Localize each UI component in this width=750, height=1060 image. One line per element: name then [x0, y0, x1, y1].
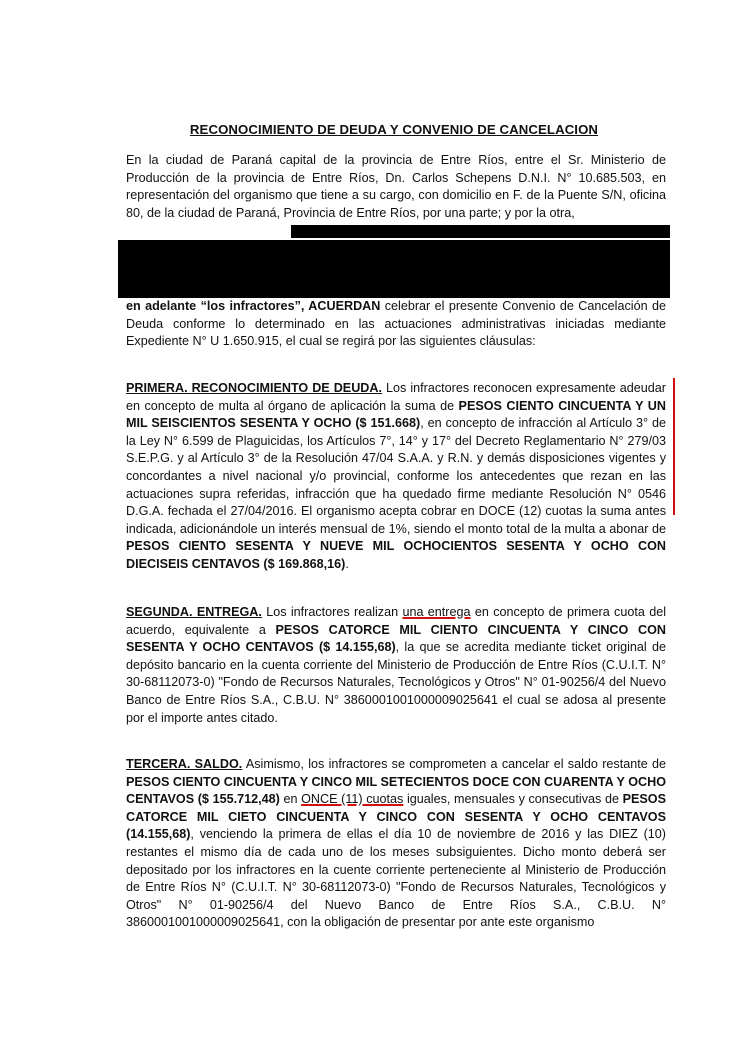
clause-text: en concepto de primera cuota del acuerdo, equivalente a — [126, 605, 666, 637]
clause-text: , en concepto de infracción al Artículo 3° de la Ley N° 6.599 de Plaguicidas, los Artículos 7°, 14° y 17° del Decreto Reglamentario N° 279/03 S.E.P.G. y al Artículo 3° de la Resolución 47/04 S.A.A. y R.N. y demás disposiciones vigentes y concordantes a nivel nacional y/o provincial, conforme los antecedentes que rezan en las actuaciones supra referidas, infracción que ha quedado firme mediante Resolución N° 0546 D.G.A. fechada el 27/04/2016. El organismo acepta cobrar en DOCE (12) cuotas la suma antes indicada, adicionándole un interés mensual de 1%, siendo el monto total de la multa a abonar de — [126, 416, 666, 536]
clause-text: , venciendo la primera de ellas el día 10 de noviembre de 2016 y las DIEZ (10) restantes el mismo día de cada uno de los meses subsiguientes. Dicho monto deberá ser depositado por los infractores en la cuente corriente perteneciente al Ministerio de Producción de Entre Ríos N° (C.U.I.T. N° 30-68112073-0) "Fondo de Recursos Naturales, Tecnológicos y Otros" N° 01-90256/4 del Nuevo Banco de Entre Ríos S.A., C.B.U. N° 3860001001000009025641, con la obligación de presentar por ante este organismo — [126, 827, 666, 930]
clause-text: . — [345, 556, 349, 571]
clause-segunda — [126, 604, 666, 727]
red-underlined-text: una entrega — [402, 605, 471, 619]
intro-text: En la ciudad de Paraná capital de la provincia de Entre Ríos, entre el Sr. Ministerio de Producción de la provincia de Entre Ríos, Dn. Carlos Schepens D.N.I. N° 10.685.503, en representación del organismo que tiene a su cargo, con domicilio en F. de la Puente S/N, oficina 80, de la ciudad de Paraná, Provincia de Entre Ríos, por una parte; y por la otra, — [126, 153, 666, 220]
red-underlined-text: ONCE (11) cuotas — [301, 792, 404, 807]
clause-text: iguales, mensuales y consecutivas de — [403, 792, 623, 807]
clause-tercera — [126, 756, 666, 932]
intro-paragraph — [126, 152, 666, 222]
amount-text: PESOS CATORCE MIL CIENTO CINCUENTA Y CINCO CON SESENTA Y OCHO CENTAVOS ($ 14.155,68) — [126, 622, 666, 655]
intro-text-2: celebrar el presente Convenio de Cancelación de Deuda conforme lo determinado en las actuaciones administrativas iniciadas mediante Expediente N° U 1.650.915, el cual se regirá por las siguientes cláusulas: — [126, 299, 666, 349]
clause-text: Los infractores reconocen expresamente adeudar en concepto de multa al órgano de aplicación la suma de — [126, 381, 666, 413]
redaction-bar-top — [291, 225, 670, 238]
document-title: RECONOCIMIENTO DE DEUDA Y CONVENIO DE CANCELACION — [189, 122, 599, 137]
red-margin-mark — [673, 378, 675, 515]
infractores-clause: en adelante “los infractores”, ACUERDAN — [126, 299, 381, 313]
clause-primera-heading: PRIMERA. RECONOCIMIENTO DE DEUDA. — [126, 381, 382, 395]
intro-continued — [126, 298, 666, 351]
clause-text: en — [279, 792, 302, 807]
clause-tercera-heading: TERCERA. SALDO. — [126, 757, 243, 771]
clause-text: Asimismo, los infractores se comprometen a cancelar el saldo restante de — [242, 757, 666, 771]
amount-text: PESOS CIENTO CINCUENTA Y UN MIL SEISCIENTOS SESENTA Y OCHO ($ 151.668) — [126, 398, 666, 431]
clause-text: Los infractores realizan — [261, 605, 403, 619]
redaction-bar — [118, 240, 670, 298]
amount-text: PESOS CIENTO SESENTA Y NUEVE MIL OCHOCIENTOS SESENTA Y OCHO CON DIECISEIS CENTAVOS ($ 169.868,16) — [126, 539, 666, 571]
amount-text: PESOS CATORCE MIL CIETO CINCUENTA Y CINCO CON SESENTA Y OCHO CENTAVOS (14.155,68) — [126, 792, 666, 842]
amount-text: PESOS CIENTO CINCUENTA Y CINCO MIL SETECIENTOS DOCE CON CUARENTA Y OCHO CENTAVOS ($ 155.712,48) — [126, 774, 666, 807]
clause-primera — [126, 380, 666, 574]
clause-segunda-heading: SEGUNDA. ENTREGA. — [126, 605, 262, 619]
clause-text: , la que se acredita mediante ticket original de depósito bancario en la cuenta corriente del Ministerio de Producción de Entre Ríos (C.U.I.T. N° 30-68112073-0) "Fondo de Recursos Naturales, Tecnológicos y Otros" N° 01-90256/4 del Nuevo Banco de Entre Ríos S.A., C.B.U. N° 3860001001000009025641 el cual se adosa al presente por el importe antes citado. — [126, 640, 666, 725]
